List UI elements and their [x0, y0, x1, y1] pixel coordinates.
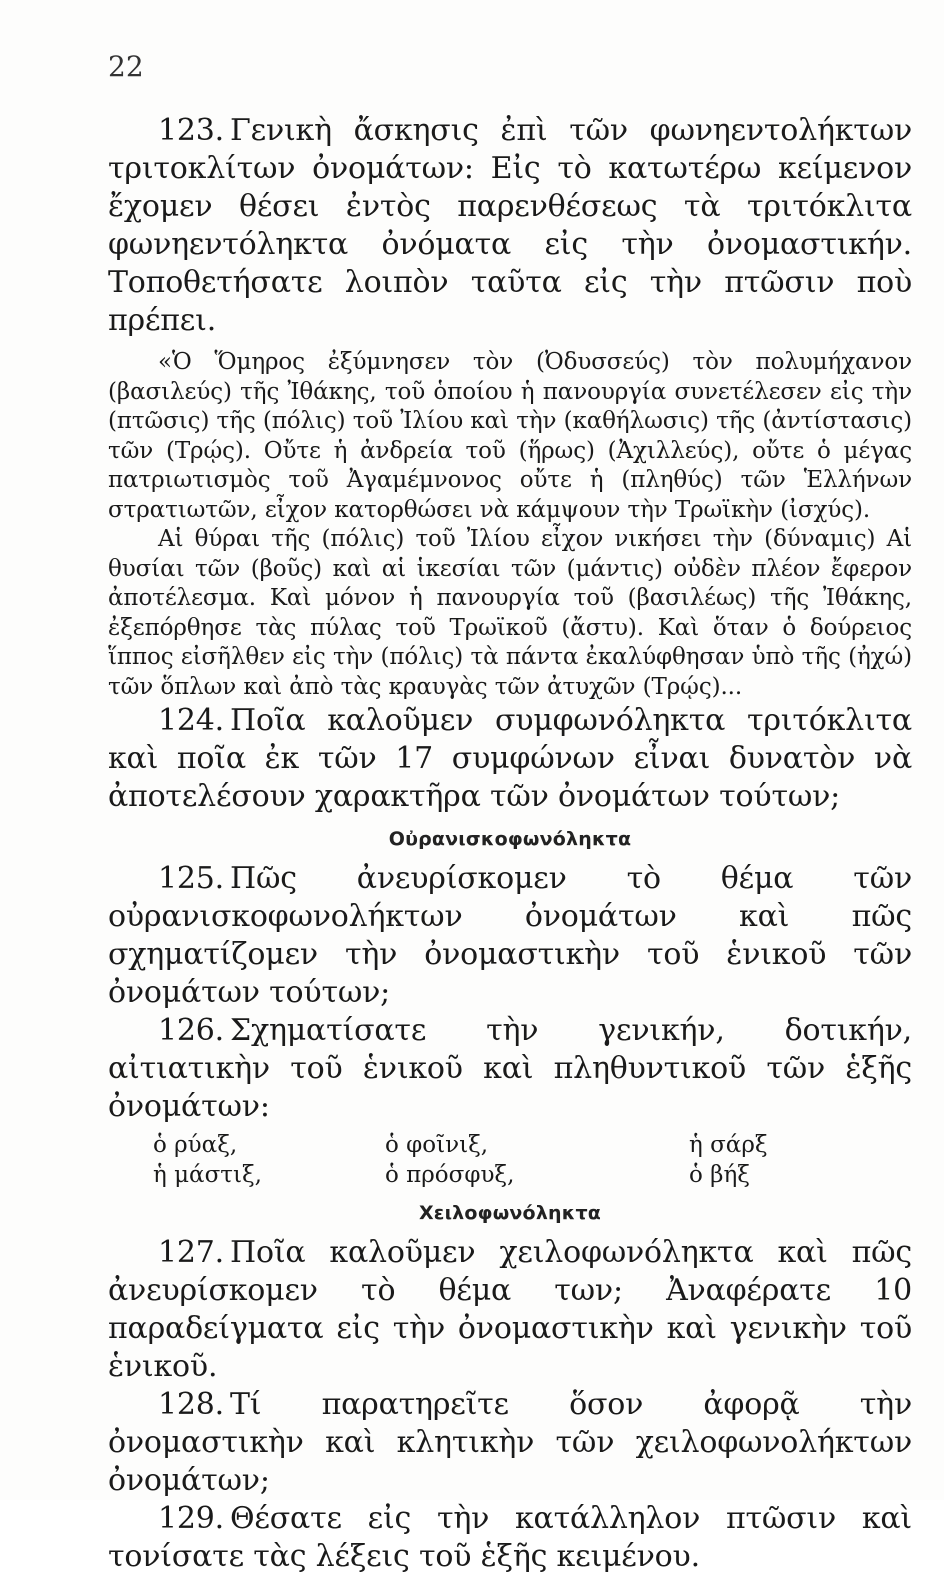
exercise-text: Τί παρατηρεῖτε ὅσον ἀφορᾷ τὴν ὀνομαστικὴν καὶ κλητικὴν τῶν χειλοφωνολήκτων ὀνομάτων; [108, 1387, 912, 1498]
word-item: ὁ φοῖνιξ, [385, 1132, 489, 1158]
exercise-text: Ποῖα καλοῦμεν χειλοφωνόληκτα καὶ πῶς ἀνευρίσκομεν τὸ θέμα των; Ἀναφέρατε 10 παραδείγματα εἰς τὴν ὀνομαστικὴν καὶ γενικὴν τοῦ ἑνικοῦ. [108, 1235, 912, 1384]
word-list [153, 1130, 912, 1190]
exercise-number: 127. [158, 1235, 224, 1270]
word-item: ὁ βήξ [689, 1162, 750, 1188]
exercise-129 [108, 1500, 912, 1576]
exercise-126 [108, 1012, 912, 1126]
exercise-123 [108, 112, 912, 340]
exercise-125 [108, 860, 912, 1012]
exercise-number: 125. [158, 861, 224, 896]
exercise-number: 126. [158, 1013, 224, 1048]
exercise-text: Σχηματίσατε τὴν γενικήν, δοτικήν, αἰτιατικὴν τοῦ ἑνικοῦ καὶ πληθυντικοῦ τῶν ἑξῆς ὀνομάτων: [108, 1013, 912, 1124]
exercise-number: 123. [158, 113, 224, 148]
exercise-123-passage-2: Αἱ θύραι τῆς (πόλις) τοῦ Ἰλίου εἶχον νικήσει τὴν (δύναμις) Αἱ θυσίαι τῶν (βοῦς) καὶ αἱ ἱκεσίαι τῶν (μάντις) οὐδὲν πλέον ἔφερον ἀποτέλεσμα. Καὶ μόνον ἡ πανουργία τοῦ (βασιλέως) τῆς Ἰθάκης, ἐξεπόρθησε τὰς πύλας τοῦ Τρωϊκοῦ (ἄστυ). Καὶ ὅταν ὁ δούρειος ἵππος εἰσῆλθεν εἰς τὴν (πόλις) τὰ πάντα ἐκαλύφθησαν ὑπὸ τῆς (ἠχώ) τῶν ὅπλων καὶ ἀπὸ τὰς κραυγὰς τῶν ἀτυχῶν (Τρῴς)... [108, 526, 912, 700]
word-item: ἡ σάρξ [689, 1132, 768, 1158]
word-item: ἡ μάστιξ, [153, 1162, 262, 1188]
word-item: ὁ ρύαξ, [153, 1132, 238, 1158]
exercise-text: Πῶς ἀνευρίσκομεν τὸ θέμα τῶν οὐρανισκοφωνολήκτων ὀνομάτων καὶ πῶς σχηματίζομεν τὴν ὀνομαστικὴν τοῦ ἑνικοῦ τῶν ὀνομάτων τούτων; [108, 861, 912, 1010]
section-heading-ouraniskophonolekta: Οὐρανισκοφωνόληκτα [388, 828, 632, 850]
exercise-text: Ποῖα καλοῦμεν συμφωνόληκτα τριτόκλιτα καὶ ποῖα ἐκ τῶν 17 συμφώνων εἶναι δυνατὸν νὰ ἀποτελέσουν χαρακτῆρα τῶν ὀνομάτων τούτων; [108, 703, 912, 814]
exercise-123-passage-1: «Ὁ Ὅμηρος ἐξύμνησεν τὸν (Ὀδυσσεύς) τὸν πολυμήχανον (βασιλεύς) τῆς Ἰθάκης, τοῦ ὁποίου ἡ πανουργία συνετέλεσεν εἰς τὴν (πτῶσις) τῆς (πόλις) τοῦ Ἰλίου καὶ τὴν (καθήλωσις) τῆς (ἀντίστασις) τῶν (Τρῴς). Οὔτε ἡ ἀνδρεία τοῦ (ἥρως) (Ἀχιλλεύς), οὔτε ὁ μέγας πατριωτισμὸς τοῦ Ἀγαμέμνονος οὔτε ἡ (πληθύς) τῶν Ἑλλήνων στρατιωτῶν, εἶχον κατορθώσει νὰ κάμψουν τὴν Τρωϊκὴν (ἰσχύς). [108, 349, 912, 523]
exercise-number: 128. [158, 1387, 224, 1422]
section-heading-cheilophonolekta: Χειλοφωνόληκτα [418, 1202, 602, 1224]
exercise-text: Θέσατε εἰς τὴν κατάλληλον πτῶσιν καὶ τονίσατε τὰς λέξεις τοῦ ἑξῆς κειμένου. [108, 1501, 912, 1574]
exercise-127 [108, 1234, 912, 1386]
exercise-number: 129. [158, 1501, 224, 1536]
exercise-text: Γενικὴ ἄσκησις ἐπὶ τῶν φωνηεντολήκτων τριτοκλίτων ὀνομάτων: Εἰς τὸ κατωτέρω κείμενον ἔχομεν θέσει ἐντὸς παρενθέσεως τὰ τριτόκλιτα φωνηεντόληκτα ὀνόματα εἰς τὴν ὀνομαστικήν. Τοποθετήσατε λοιπὸν ταῦτα εἰς τὴν πτῶσιν ποὺ πρέπει. [108, 113, 912, 338]
exercise-128 [108, 1386, 912, 1500]
page-number: 22 [108, 50, 144, 83]
exercise-number: 124. [158, 703, 224, 738]
page-content [108, 112, 912, 1576]
word-item: ὁ πρόσφυξ, [385, 1162, 515, 1188]
exercise-124 [108, 702, 912, 816]
